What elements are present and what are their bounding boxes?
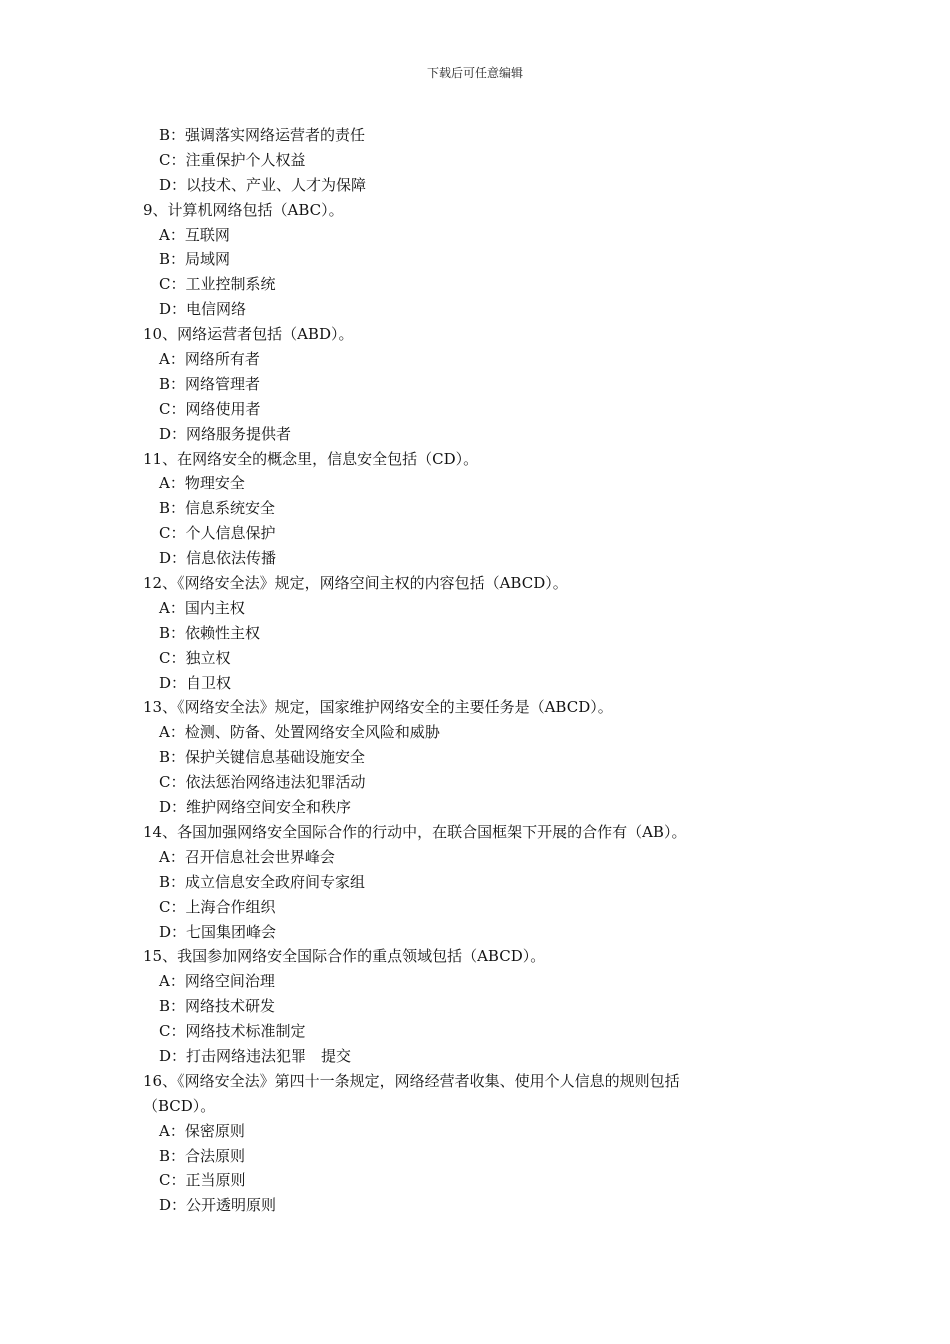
question-text: 13、《网络安全法》规定，国家维护网络安全的主要任务是（ABCD）。 bbox=[143, 698, 613, 717]
option-text: B：网络管理者 bbox=[159, 374, 261, 393]
question-text: 11、在网络安全的概念里，信息安全包括（CD）。 bbox=[143, 449, 479, 468]
option-text: A：国内主权 bbox=[159, 598, 245, 617]
option-text: A：互联网 bbox=[159, 225, 230, 244]
option-text: C：依法惩治网络违法犯罪活动 bbox=[159, 773, 366, 792]
option-text: D：维护网络空间安全和秩序 bbox=[159, 798, 352, 817]
question-text: 14、各国加强网络安全国际合作的行动中，在联合国框架下开展的合作有（AB）。 bbox=[143, 822, 687, 841]
option-text: C：网络技术标准制定 bbox=[159, 1022, 306, 1041]
option-text: C：个人信息保护 bbox=[159, 524, 276, 543]
option-text: A：召开信息社会世界峰会 bbox=[159, 847, 335, 866]
option-text: A：保密原则 bbox=[159, 1121, 245, 1140]
option-text: D：网络服务提供者 bbox=[159, 424, 292, 443]
option-text: D：电信网络 bbox=[159, 300, 247, 319]
option-text: C：独立权 bbox=[159, 648, 231, 667]
option-text: B：强调落实网络运营者的责任 bbox=[159, 126, 366, 144]
question-text: 15、我国参加网络安全国际合作的重点领域包括（ABCD）。 bbox=[143, 947, 546, 966]
page-header: 下载后可任意编辑 bbox=[426, 66, 523, 80]
option-text: B：合法原则 bbox=[159, 1146, 246, 1165]
option-text: A：物理安全 bbox=[159, 474, 245, 493]
question-text: 12、《网络安全法》规定，网络空间主权的内容包括（ABCD）。 bbox=[143, 574, 568, 593]
option-text: D：信息依法传播 bbox=[159, 549, 277, 568]
option-text: D：打击网络违法犯罪 提交 bbox=[159, 1046, 352, 1065]
question-text: 10、网络运营者包括（ABD）。 bbox=[143, 325, 354, 344]
question-text: （BCD）。 bbox=[143, 1096, 216, 1115]
option-text: D：自卫权 bbox=[159, 673, 232, 692]
option-text: A：网络所有者 bbox=[159, 350, 260, 369]
option-text: B：局域网 bbox=[159, 250, 231, 269]
document-body bbox=[143, 123, 803, 1218]
option-text: C：网络使用者 bbox=[159, 399, 261, 418]
option-text: B：成立信息安全政府间专家组 bbox=[159, 872, 366, 891]
option-text: A：网络空间治理 bbox=[159, 972, 275, 991]
option-text: D：公开透明原则 bbox=[159, 1196, 277, 1215]
option-text: D：七国集团峰会 bbox=[159, 922, 277, 941]
question-text: 16、《网络安全法》第四十一条规定，网络经营者收集、使用个人信息的规则包括 bbox=[143, 1071, 680, 1090]
option-text: A：检测、防备、处置网络安全风险和威胁 bbox=[159, 723, 440, 742]
option-text: D：以技术、产业、人才为保障 bbox=[159, 175, 367, 194]
option-text: C：注重保护个人权益 bbox=[159, 150, 306, 169]
question-text: 9、计算机网络包括（ABC）。 bbox=[143, 200, 344, 219]
option-text: B：依赖性主权 bbox=[159, 623, 261, 642]
option-text: B：保护关键信息基础设施安全 bbox=[159, 748, 366, 767]
option-text: C：工业控制系统 bbox=[159, 275, 276, 294]
option-text: C：上海合作组织 bbox=[159, 897, 276, 916]
option-text: B：信息系统安全 bbox=[159, 499, 276, 518]
option-text: B：网络技术研发 bbox=[159, 997, 276, 1016]
option-text: C：正当原则 bbox=[159, 1171, 246, 1190]
